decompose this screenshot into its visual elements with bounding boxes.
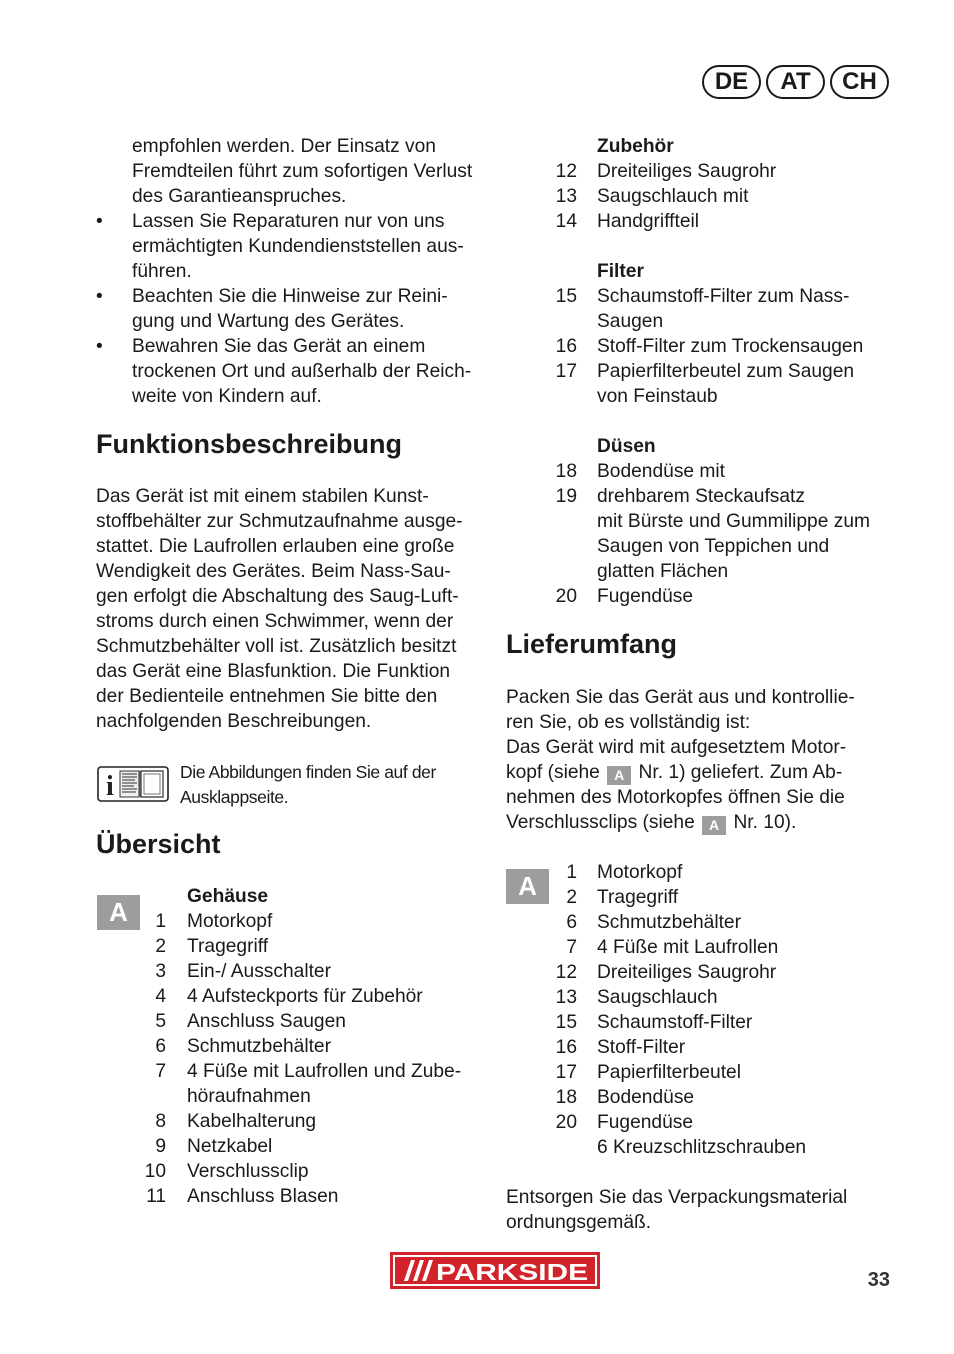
- text-line: empfohlen werden. Der Einsatz von: [132, 136, 436, 157]
- figure-tag-a: A: [506, 869, 549, 904]
- text-line: der Bedienteile entnehmen Sie bitte den: [96, 686, 438, 707]
- item-text: Tragegriff: [597, 887, 679, 908]
- text-line: das Gerät eine Blasfunktion. Die Funktion: [96, 661, 451, 682]
- item-text: Saugen von Teppichen und: [597, 536, 830, 557]
- item-number: 2: [155, 936, 166, 957]
- bullet-symbol: •: [96, 336, 103, 357]
- list-item: [542, 1060, 902, 1085]
- text-line: ermächtigten Kundendienststellen aus-: [132, 236, 464, 257]
- text-fragment: Nr. 1) geliefert. Zum Ab-: [638, 762, 843, 783]
- page-number: 33: [867, 1269, 890, 1291]
- item-text: Anschluss Blasen: [187, 1186, 339, 1207]
- list-item: [542, 484, 902, 509]
- item-number: 20: [555, 586, 577, 607]
- list-item: [132, 1084, 492, 1109]
- badge-ch: CH: [830, 65, 889, 99]
- item-number: [542, 534, 577, 559]
- item-text: Schaumstoff-Filter: [597, 1012, 753, 1033]
- info-note: [180, 760, 436, 810]
- item-number: 13: [555, 186, 577, 207]
- item-text: 6 Kreuzschlitzschrauben: [597, 1137, 807, 1158]
- bullet-item: [96, 209, 486, 284]
- list-item: [542, 960, 902, 985]
- item-number: 15: [555, 1012, 577, 1033]
- text-line: ren Sie, ob es vollständig ist:: [506, 712, 751, 733]
- text-line: gung und Wartung des Gerätes.: [132, 311, 405, 332]
- item-number: 17: [555, 361, 577, 382]
- item-number: 19: [555, 486, 577, 507]
- text-line: Beachten Sie die Hinweise zur Reini-: [132, 286, 448, 307]
- item-text: Fugendüse: [597, 586, 694, 607]
- badge-de: DE: [702, 65, 761, 99]
- text-line: Wendigkeit des Gerätes. Beim Nass-Sau-: [96, 561, 451, 582]
- list-item: [542, 584, 902, 609]
- text-line: nachfolgenden Beschreibungen.: [96, 711, 372, 732]
- parkside-logo: [390, 1252, 600, 1289]
- item-number: 17: [555, 1062, 577, 1083]
- text-line: Ausklappseite.: [180, 787, 289, 807]
- list-item: [132, 1034, 492, 1059]
- text-line: [506, 810, 855, 835]
- list-item: [542, 209, 902, 234]
- inline-tag-a: A: [702, 816, 726, 835]
- inline-tag-a: A: [607, 766, 631, 785]
- item-text: Papierfilterbeutel zum Saugen: [597, 361, 855, 382]
- text-line: nehmen des Motorkopfes öffnen Sie die: [506, 787, 845, 808]
- item-number: 7: [566, 937, 577, 958]
- bullet-symbol: •: [96, 286, 103, 307]
- item-number: 8: [155, 1111, 166, 1132]
- list-item: [542, 509, 902, 534]
- subheading-duesen: Düsen: [597, 436, 656, 457]
- item-number: 12: [555, 161, 577, 182]
- item-text: Bodendüse: [597, 1087, 695, 1108]
- list-item: [132, 1059, 492, 1084]
- subheading-zubehoer: Zubehör: [597, 136, 674, 157]
- item-text: Bodendüse mit: [597, 461, 725, 482]
- item-text: Saugschlauch: [597, 987, 718, 1008]
- item-text: Dreiteiliges Saugrohr: [597, 962, 777, 983]
- liefer-list: [542, 860, 902, 1160]
- text-line: Das Gerät ist mit einem stabilen Kunst-: [96, 486, 429, 507]
- list-item: [542, 910, 902, 935]
- text-line: stoffbehälter zur Schmutzaufnahme ausge-: [96, 511, 463, 532]
- item-number: 3: [155, 961, 166, 982]
- list-item: [542, 860, 902, 885]
- list-item: [132, 1134, 492, 1159]
- item-number: 14: [555, 211, 577, 232]
- item-number: 7: [155, 1061, 166, 1082]
- list-item: [542, 1135, 902, 1160]
- subheading-filter: Filter: [597, 261, 644, 282]
- badge-at: AT: [766, 65, 825, 99]
- item-number: 1: [155, 911, 166, 932]
- item-number: 6: [566, 912, 577, 933]
- item-number: 5: [155, 1011, 166, 1032]
- list-item: [542, 885, 902, 910]
- item-text: Ein-/ Ausschalter: [187, 961, 331, 982]
- list-item: [542, 1110, 902, 1135]
- intro-paragraph: [132, 134, 472, 209]
- heading-funktionsbeschreibung: Funktionsbeschreibung: [96, 429, 403, 459]
- list-item: [132, 959, 492, 984]
- list-item: [542, 1010, 902, 1035]
- item-number: 4: [155, 986, 166, 1007]
- item-number: 1: [566, 862, 577, 883]
- text-line: ordnungsgemäß.: [506, 1212, 652, 1233]
- text-line: weite von Kindern auf.: [132, 386, 322, 407]
- heading-lieferumfang: Lieferumfang: [506, 629, 678, 659]
- list-item: [132, 909, 492, 934]
- item-text: mit Bürste und Gummilippe zum: [597, 511, 870, 532]
- item-number: 11: [146, 1186, 166, 1207]
- item-text: 4 Aufsteckports für Zubehör: [187, 986, 423, 1007]
- item-number: 2: [566, 887, 577, 908]
- bullet-item: [96, 284, 486, 334]
- item-text: Papierfilterbeutel: [597, 1062, 741, 1083]
- item-number: [542, 509, 577, 534]
- list-item: [132, 984, 492, 1009]
- bullet-item: [96, 334, 486, 409]
- item-number: [542, 309, 577, 334]
- item-text: Schmutzbehälter: [187, 1036, 331, 1057]
- text-line: des Garantieanspruches.: [132, 186, 347, 207]
- text-line: Fremdteilen führt zum sofortigen Verlust: [132, 161, 473, 182]
- text-line: stroms durch einen Schwimmer, wenn der: [96, 611, 454, 632]
- duesen-list: [542, 459, 902, 609]
- item-text: drehbarem Steckaufsatz: [597, 486, 805, 507]
- item-text: Motorkopf: [597, 862, 683, 883]
- bullet-symbol: •: [96, 211, 103, 232]
- item-text: Stoff-Filter: [597, 1037, 686, 1058]
- item-number: 9: [155, 1136, 166, 1157]
- list-item: [542, 1035, 902, 1060]
- heading-uebersicht: Übersicht: [96, 829, 221, 859]
- text-fragment: kopf (siehe: [506, 762, 600, 783]
- info-foldout-icon: [97, 766, 169, 802]
- item-number: 10: [144, 1161, 166, 1182]
- item-text: Verschlussclip: [187, 1161, 309, 1182]
- item-text: höraufnahmen: [187, 1086, 311, 1107]
- list-item: [542, 985, 902, 1010]
- item-number: [542, 1135, 577, 1160]
- list-item: [542, 459, 902, 484]
- liefer-paragraph: [506, 685, 855, 835]
- brand-name: PARKSIDE: [436, 1259, 588, 1285]
- list-item: [542, 159, 902, 184]
- item-number: 12: [555, 962, 577, 983]
- item-number: 16: [555, 1037, 577, 1058]
- list-item: [542, 284, 902, 309]
- text-line: Das Gerät wird mit aufgesetztem Motor-: [506, 737, 847, 758]
- list-item: [132, 1159, 492, 1184]
- funktion-paragraph: [96, 484, 463, 734]
- text-line: führen.: [132, 261, 192, 282]
- figure-tag-a: A: [97, 895, 140, 930]
- text-line: trockenen Ort und außerhalb der Reich-: [132, 361, 472, 382]
- text-line: Die Abbildungen finden Sie auf der: [180, 762, 436, 782]
- list-item: [132, 1184, 492, 1209]
- item-number: 20: [555, 1112, 577, 1133]
- item-text: Motorkopf: [187, 911, 273, 932]
- text-line: stattet. Die Laufrollen erlauben eine große: [96, 536, 455, 557]
- gehaeuse-list: [132, 909, 492, 1209]
- list-item: [132, 934, 492, 959]
- text-line: Lassen Sie Reparaturen nur von uns: [132, 211, 445, 232]
- item-number: 16: [555, 336, 577, 357]
- item-text: Schaumstoff-Filter zum Nass-: [597, 286, 850, 307]
- text-line: Schmutzbehälter voll ist. Zusätzlich besitzt: [96, 636, 457, 657]
- item-number: [542, 559, 577, 584]
- zubehoer-list: [542, 159, 902, 234]
- item-text: 4 Füße mit Laufrollen: [597, 937, 779, 958]
- item-text: Schmutzbehälter: [597, 912, 741, 933]
- list-item: [542, 935, 902, 960]
- text-line: Bewahren Sie das Gerät an einem: [132, 336, 426, 357]
- item-text: Fugendüse: [597, 1112, 694, 1133]
- item-text: Anschluss Saugen: [187, 1011, 346, 1032]
- text-line: Packen Sie das Gerät aus und kontrollie-: [506, 687, 855, 708]
- item-number: [132, 1084, 166, 1109]
- text-line: [506, 760, 855, 785]
- item-text: Tragegriff: [187, 936, 269, 957]
- subheading-gehaeuse: Gehäuse: [187, 886, 269, 907]
- list-item: [132, 1009, 492, 1034]
- item-text: Saugschlauch mit: [597, 186, 749, 207]
- item-text: 4 Füße mit Laufrollen und Zube-: [187, 1061, 462, 1082]
- entsorgen-paragraph: [506, 1185, 847, 1235]
- text-fragment: Verschlussclips (siehe: [506, 812, 695, 833]
- item-text: Netzkabel: [187, 1136, 273, 1157]
- item-text: Kabelhalterung: [187, 1111, 317, 1132]
- item-number: 6: [155, 1036, 166, 1057]
- item-number: [542, 384, 577, 409]
- list-item: [542, 309, 902, 334]
- list-item: [542, 384, 902, 409]
- list-item: [542, 184, 902, 209]
- list-item: [542, 359, 902, 384]
- list-item: [542, 534, 902, 559]
- item-text: glatten Flächen: [597, 561, 729, 582]
- item-number: 13: [555, 987, 577, 1008]
- item-number: 18: [555, 461, 577, 482]
- item-text: Handgriffteil: [597, 211, 700, 232]
- item-number: 18: [555, 1087, 577, 1108]
- list-item: [132, 1109, 492, 1134]
- list-item: [542, 559, 902, 584]
- list-item: [542, 1085, 902, 1110]
- item-text: von Feinstaub: [597, 386, 718, 407]
- item-text: Saugen: [597, 311, 664, 332]
- text-line: Entsorgen Sie das Verpackungsmaterial: [506, 1187, 848, 1208]
- item-text: Dreiteiliges Saugrohr: [597, 161, 777, 182]
- text-line: gen erfolgt die Abschaltung des Saug-Luft-: [96, 586, 459, 607]
- item-text: Stoff-Filter zum Trockensaugen: [597, 336, 864, 357]
- text-fragment: Nr. 10).: [733, 812, 797, 833]
- item-number: 15: [555, 286, 577, 307]
- list-item: [542, 334, 902, 359]
- filter-list: [542, 284, 902, 409]
- info-letter: i: [106, 771, 114, 802]
